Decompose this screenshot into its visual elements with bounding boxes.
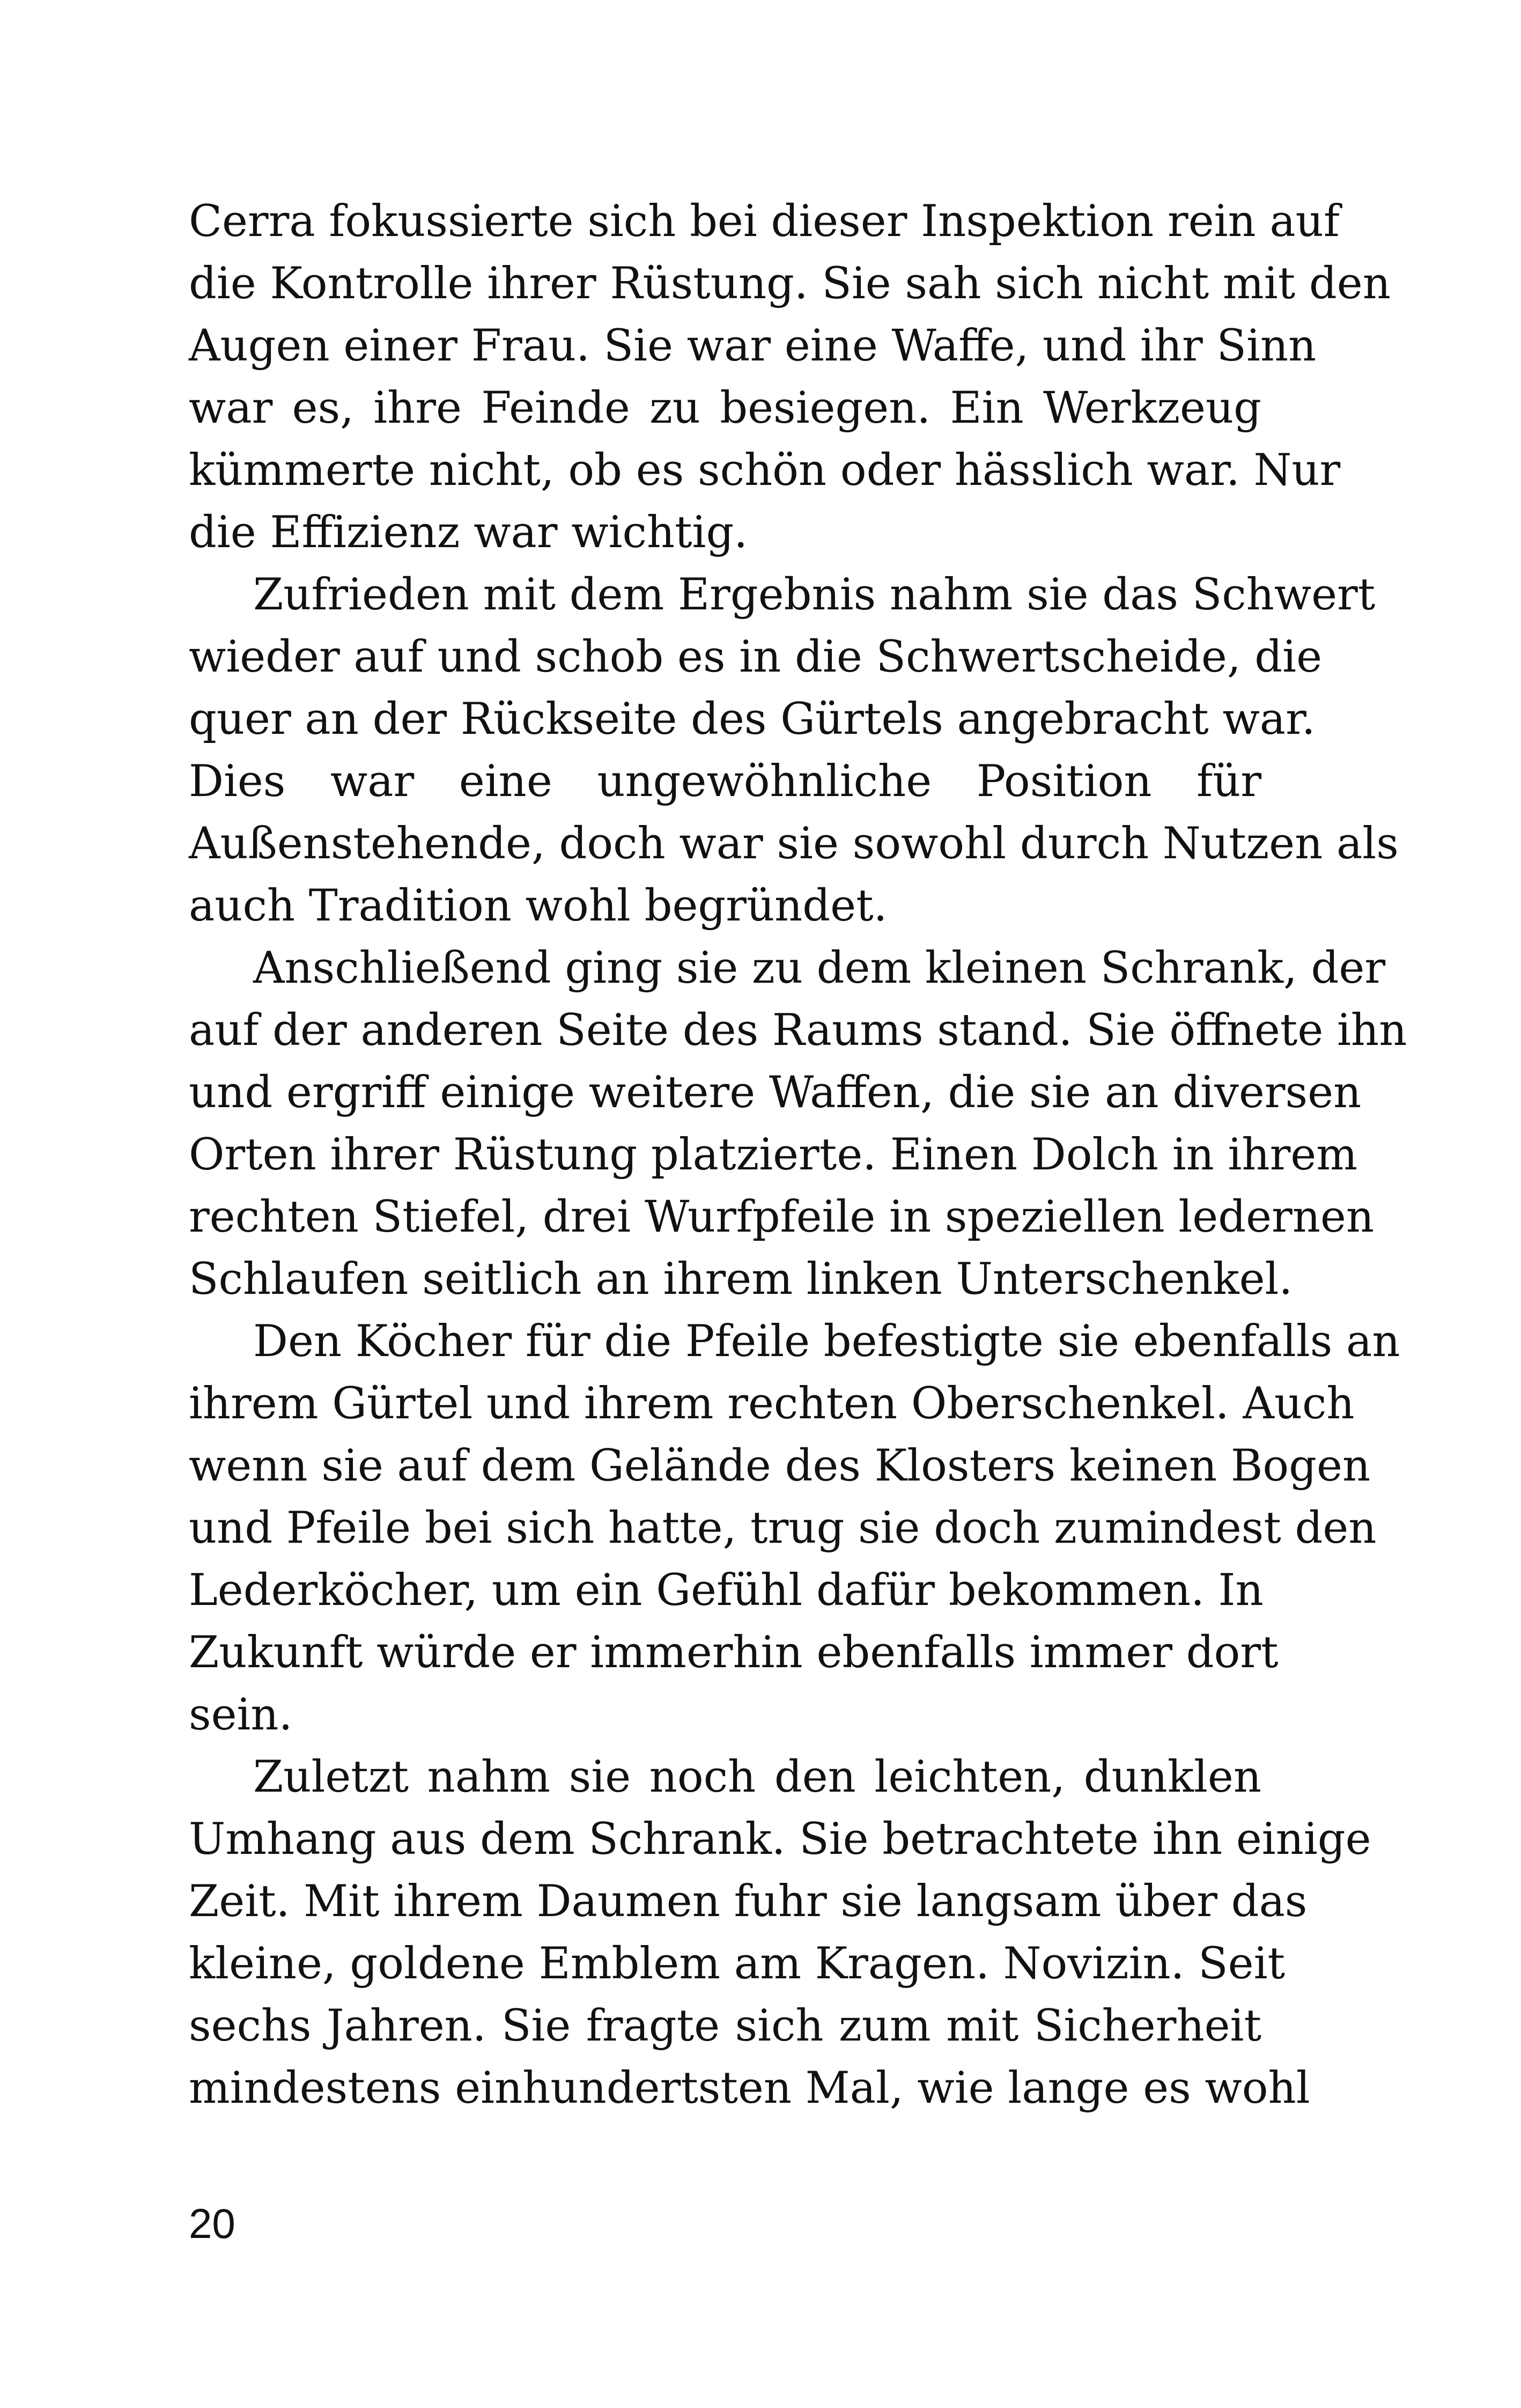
paragraph-5 [189,1746,1371,2119]
text-line: Zufrieden mit dem Ergebnis nahm sie das Schwert [253,570,1376,620]
text-line: die Kontrolle ihrer Rüstung. Sie sah sich nicht mit den [189,259,1391,309]
text-line: Zeit. Mit ihrem Daumen fuhr sie langsam über das [189,1876,1308,1927]
paragraph-4 [189,1310,1400,1746]
text-line: Lederköcher, um ein Gefühl dafür bekommen. In [189,1565,1264,1616]
text-line: wieder auf und schob es in die Schwertscheide, die [189,632,1323,682]
text-line: kleine, goldene Emblem am Kragen. Novizin. Seit [189,1939,1286,1989]
text-line: Anschließend ging sie zu dem kleinen Schrank, der [253,943,1386,993]
text-line: Den Köcher für die Pfeile befestigte sie ebenfalls an [253,1316,1400,1367]
paragraph-2 [189,564,1399,937]
page-number: 20 [189,2200,235,2247]
paragraph-3 [189,937,1407,1310]
text-line: Dies war eine ungewöhnliche Position für [189,756,1261,807]
text-line: Außenstehende, doch war sie sowohl durch Nutzen als [189,819,1399,869]
text-line: ihrem Gürtel und ihrem rechten Oberschenkel. Auch [189,1379,1355,1429]
text-line: sechs Jahren. Sie fragte sich zum mit Sicherheit [189,2001,1261,2051]
text-line: rechten Stiefel, drei Wurfpfeile in speziellen ledernen [189,1192,1375,1242]
text-line: sein. [189,1690,293,1740]
text-line: Cerra fokussierte sich bei dieser Inspektion rein auf [189,196,1340,247]
text-line: auch Tradition wohl begründet. [189,881,888,931]
text-line: Augen einer Frau. Sie war eine Waffe, und ihr Sinn [189,321,1317,371]
text-line: war es, ihre Feinde zu besiegen. Ein Werkzeug [189,383,1261,433]
text-line: Zuletzt nahm sie noch den leichten, dunklen [253,1752,1261,1802]
text-line: und Pfeile bei sich hatte, trug sie doch zumindest den [189,1503,1377,1553]
text-line: Orten ihrer Rüstung platzierte. Einen Dolch in ihrem [189,1130,1358,1180]
text-line: und ergriff einige weitere Waffen, die sie an diversen [189,1067,1362,1118]
body-text [189,190,1407,2119]
text-line: Umhang aus dem Schrank. Sie betrachtete ihn einige [189,1814,1371,1865]
text-line: Zukunft würde er immerhin ebenfalls immer dort [189,1628,1279,1678]
text-line: quer an der Rückseite des Gürtels angebracht war. [189,694,1316,745]
text-line: mindestens einhundertsten Mal, wie lange es wohl [189,2063,1310,2114]
text-line: Schlaufen seitlich an ihrem linken Unterschenkel. [189,1254,1293,1305]
text-line: die Effizienz war wichtig. [189,507,748,558]
text-line: wenn sie auf dem Gelände des Klosters keinen Bogen [189,1441,1371,1491]
text-line: auf der anderen Seite des Raums stand. Sie öffnete ihn [189,1005,1407,1056]
paragraph-1 [189,190,1391,564]
text-line: kümmerte nicht, ob es schön oder hässlich war. Nur [189,445,1341,496]
